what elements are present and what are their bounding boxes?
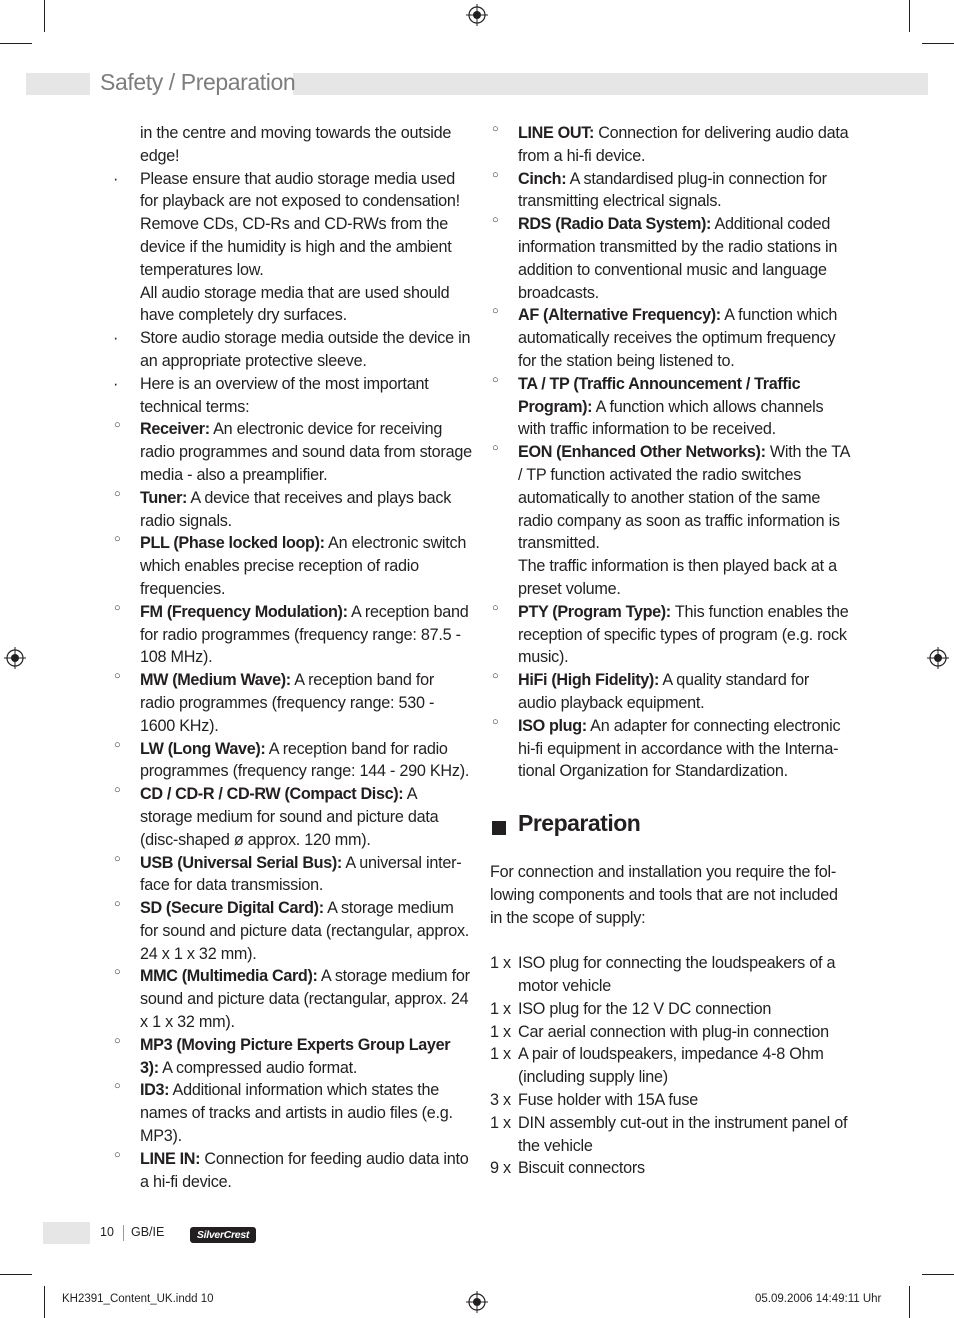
dot-bullet-icon: · <box>113 169 119 188</box>
term-label: MW (Medium Wave): <box>140 671 291 690</box>
supply-item <box>490 1112 850 1158</box>
item-text: Additional coded information transmitted by the radio stations in addition to conventional music and language broadcasts. <box>518 215 838 302</box>
header-band-right <box>293 73 928 95</box>
dot-bullet-icon: · <box>113 374 119 393</box>
supply-item <box>490 1043 850 1089</box>
item-text: An electronic switch which enables precise reception of radio frequencies. <box>140 534 467 598</box>
brand-logo: SilverCrest <box>190 1227 256 1243</box>
supply-item <box>490 952 850 998</box>
glossary-item <box>112 1079 472 1147</box>
item-text: Connection for delivering audio data from a hi-fi device. <box>518 124 849 165</box>
supply-description: Fuse holder with 15A fuse <box>518 1091 699 1110</box>
circle-bullet-icon: ○ <box>492 214 499 227</box>
circle-bullet-icon: ○ <box>114 487 121 500</box>
glossary-item <box>112 897 472 965</box>
supply-item <box>490 1021 850 1044</box>
term-label: SD (Secure Digital Card): <box>140 899 324 918</box>
circle-bullet-icon: ○ <box>114 898 121 911</box>
section-heading <box>490 810 850 845</box>
left-column <box>112 122 472 1193</box>
glossary-item <box>112 122 472 168</box>
term-label: LINE OUT: <box>518 124 594 142</box>
item-text: Connection for feeding audio data into a hi-fi device. <box>140 1149 469 1191</box>
glossary-item <box>490 715 850 783</box>
item-text: This function enables the reception of specific types of program (e.g. rock music). <box>518 602 849 667</box>
supply-quantity: 1 x <box>490 999 511 1018</box>
item-text: Store audio storage media outside the device in an appropriate protective sleeve. <box>140 329 471 370</box>
right-column <box>490 122 850 1180</box>
supply-quantity: 1 x <box>490 954 511 973</box>
glossary-item <box>490 304 850 372</box>
item-text: A function which allows channels with traffic information to be received. <box>518 397 824 439</box>
item-text: With the TA / TP function activated the radio switches automatically to another station of the same radio company as soon as traffic information is transmitted. <box>518 443 850 553</box>
glossary-item <box>490 601 850 669</box>
crop-mark <box>922 43 954 44</box>
slug-file-info: KH2391_Content_UK.indd 10 <box>62 1293 214 1305</box>
glossary-item <box>112 1034 472 1080</box>
term-label: Cinch: <box>518 169 567 188</box>
circle-bullet-icon: ○ <box>492 601 499 614</box>
term-label: EON (Enhanced Other Networks): <box>518 443 766 462</box>
item-text: A storage medium for sound and picture data (disc-shaped ø approx. 120 mm). <box>140 785 439 849</box>
item-text: A function which automatically receives the optimum frequency for the station being listened to. <box>518 306 838 370</box>
glossary-item <box>112 1148 472 1194</box>
term-label: ID3: <box>140 1081 170 1100</box>
term-label: Tuner: <box>140 488 188 507</box>
circle-bullet-icon: ○ <box>114 1080 121 1093</box>
supply-description: A pair of loudspeakers, impedance 4-8 Ohm (including supply line) <box>518 1045 824 1087</box>
term-label: RDS (Radio Data System): <box>518 215 712 234</box>
glossary-item <box>112 852 472 898</box>
term-label: HiFi (High Fidelity): <box>518 671 660 690</box>
crop-mark <box>44 0 45 32</box>
glossary-item <box>490 213 850 304</box>
registration-mark-icon <box>927 647 949 669</box>
glossary-item <box>490 373 850 441</box>
circle-bullet-icon: ○ <box>492 305 499 318</box>
term-label: MP3 (Moving Picture Experts Group Layer 3): <box>140 1035 451 1077</box>
slug-date: 05.09.2006 14:49:11 Uhr <box>755 1293 882 1305</box>
item-text: A device that receives and plays back radio signals. <box>140 488 452 530</box>
glossary-item <box>112 168 472 282</box>
supply-description: Car aerial connection with plug-in connection <box>518 1022 829 1041</box>
supply-description: Biscuit connectors <box>518 1159 645 1178</box>
item-text: A reception band for radio programmes (frequency range: 87.5 - 108 MHz). <box>140 602 469 667</box>
term-label: AF (Alternative Frequency): <box>518 306 721 325</box>
supply-description: ISO plug for the 12 V DC connection <box>518 999 772 1018</box>
square-bullet-icon <box>492 821 506 835</box>
glossary-item <box>112 327 472 373</box>
term-label: PLL (Phase locked loop): <box>140 534 325 553</box>
glossary-list <box>490 122 850 783</box>
term-label: MMC (Multimedia Card): <box>140 967 318 986</box>
item-text: The traffic information is then played back at a preset volume. <box>518 557 837 598</box>
footer-divider <box>123 1225 124 1241</box>
item-text: A quality standard for audio playback equipment. <box>518 671 809 712</box>
crop-mark <box>909 0 910 32</box>
registration-mark-icon <box>466 1291 488 1313</box>
glossary-item <box>112 601 472 669</box>
term-label: Receiver: <box>140 420 210 439</box>
circle-bullet-icon: ○ <box>492 670 499 683</box>
term-label: TA / TP (Traffic Announcement / Traffic Program): <box>518 374 801 416</box>
glossary-item <box>490 168 850 214</box>
circle-bullet-icon: ○ <box>114 419 121 432</box>
circle-bullet-icon: ○ <box>114 966 121 979</box>
supply-quantity: 9 x <box>490 1159 511 1178</box>
item-text: A compressed audio format. <box>162 1058 358 1077</box>
glossary-item <box>490 555 850 601</box>
glossary-item <box>112 373 472 419</box>
term-label: USB (Universal Serial Bus): <box>140 853 342 872</box>
circle-bullet-icon: ○ <box>114 784 121 797</box>
section-heading-text: Preparation <box>518 810 641 837</box>
glossary-item <box>112 783 472 851</box>
glossary-item <box>112 669 472 737</box>
supply-quantity: 1 x <box>490 1022 511 1041</box>
supply-item <box>490 998 850 1021</box>
item-text: A universal inter-face for data transmission. <box>140 853 462 895</box>
supply-quantity: 1 x <box>490 1113 511 1132</box>
supply-description: ISO plug for connecting the loudspeakers of a motor vehicle <box>518 954 836 996</box>
glossary-item <box>112 282 472 328</box>
registration-mark-icon <box>4 647 26 669</box>
circle-bullet-icon: ○ <box>114 601 121 614</box>
term-label: LINE IN: <box>140 1149 201 1168</box>
glossary-item <box>112 418 472 486</box>
item-text: Additional information which states the names of tracks and artists in audio files (e.g. MP3). <box>140 1081 453 1146</box>
circle-bullet-icon: ○ <box>114 1148 121 1161</box>
intro-paragraph: For connection and installation you require the fol-lowing components and tools that are not included in the scope of supply: <box>490 863 838 927</box>
circle-bullet-icon: ○ <box>492 123 499 135</box>
crop-mark <box>44 1286 45 1318</box>
glossary-item <box>112 965 472 1033</box>
circle-bullet-icon: ○ <box>114 670 121 683</box>
crop-mark <box>0 1274 32 1275</box>
item-text: An electronic device for receiving radio programmes and sound data from storage media - also a preamplifier. <box>140 420 472 484</box>
supply-description: DIN assembly cut-out in the instrument panel of the vehicle <box>518 1113 848 1155</box>
circle-bullet-icon: ○ <box>492 442 499 455</box>
page-number: 10 <box>100 1225 114 1239</box>
country-code: GB/IE <box>131 1225 165 1239</box>
supply-item <box>490 1157 850 1180</box>
item-text: A storage medium for sound and picture data (rectangular, approx. 24 x 1 x 32 mm). <box>140 967 470 1032</box>
item-text: Here is an overview of the most important technical terms: <box>140 374 429 416</box>
item-text: A reception band for radio programmes (frequency range: 530 - 1600 KHz). <box>140 671 435 735</box>
item-text: A standardised plug-in connection for transmitting electrical signals. <box>518 169 827 211</box>
supply-item <box>490 1089 850 1112</box>
supply-quantity: 3 x <box>490 1091 511 1110</box>
circle-bullet-icon: ○ <box>114 533 121 546</box>
item-text: A reception band for radio programmes (frequency range: 144 - 290 KHz). <box>140 739 470 781</box>
page-header-title: Safety / Preparation <box>100 69 296 95</box>
item-text: All audio storage media that are used should have completely dry surfaces. <box>140 283 450 325</box>
circle-bullet-icon: ○ <box>114 738 121 751</box>
crop-mark <box>0 43 32 44</box>
circle-bullet-icon: ○ <box>492 373 499 386</box>
glossary-item <box>490 441 850 555</box>
supply-list <box>490 952 850 1180</box>
crop-mark <box>909 1286 910 1318</box>
dot-bullet-icon: · <box>113 329 119 348</box>
item-text: A storage medium for sound and picture data (rectangular, approx. 24 x 1 x 32 mm). <box>140 899 470 963</box>
glossary-item <box>490 122 850 168</box>
footer-band <box>43 1222 90 1244</box>
term-label: LW (Long Wave): <box>140 739 266 758</box>
term-label: PTY (Program Type): <box>518 602 671 621</box>
item-text: in the centre and moving towards the outside edge! <box>140 124 452 165</box>
circle-bullet-icon: ○ <box>114 852 121 865</box>
term-label: ISO plug: <box>518 716 587 735</box>
crop-mark <box>922 1274 954 1275</box>
item-text: Please ensure that audio storage media used for playback are not exposed to condensation! Remove CDs, CD-Rs and CD-RWs from the device if the humidity is high and the ambient temperatures low. <box>140 169 460 279</box>
item-text: An adapter for connecting electronic hi-fi equipment in accordance with the Interna-tional Organization for Standardization. <box>518 716 841 781</box>
glossary-item <box>112 738 472 784</box>
term-label: CD / CD-R / CD-RW (Compact Disc): <box>140 785 404 804</box>
registration-mark-icon <box>466 4 488 26</box>
glossary-item <box>490 669 850 715</box>
supply-quantity: 1 x <box>490 1045 511 1064</box>
circle-bullet-icon: ○ <box>114 1034 121 1047</box>
glossary-item <box>112 487 472 533</box>
header-band-left <box>26 73 90 95</box>
glossary-item <box>112 532 472 600</box>
circle-bullet-icon: ○ <box>492 715 499 728</box>
circle-bullet-icon: ○ <box>492 168 499 181</box>
term-label: FM (Frequency Modulation): <box>140 602 348 621</box>
